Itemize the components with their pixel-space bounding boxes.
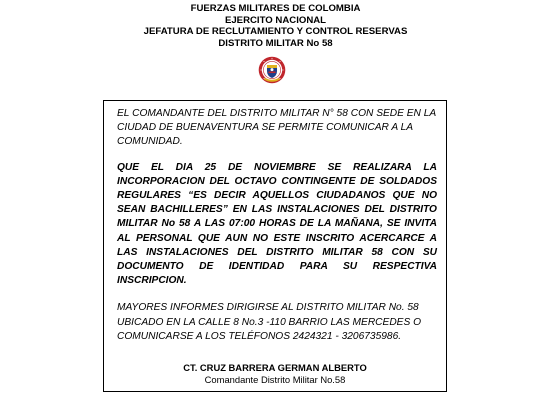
notice-announcement: QUE EL DIA 25 DE NOVIEMBRE SE REALIZARA LA INCORPORACION DEL OCTAVO CONTINGENTE DE SOLDADOS REGULARES “ES DECIR AQUELLOS CIUDADANOS QUE NO SEAN BACHILLERES” EN LAS INSTALACIONES DEL DISTRITO MILITAR No 58 A LAS 07:00 HORAS DE LA MAÑANA, SE INVITA AL PERSONAL QUE AUN NO ESTE INSCRITO ACERCARCE A LAS INSTALACIONES DEL DISTRITO MILITAR 58 CON SU DOCUMENTO DE IDENTIDAD PARA SU RESPECTIVA INSCRIPCION.: [117, 161, 437, 287]
letterhead: [0, 3, 551, 49]
notice-intro: EL COMANDANTE DEL DISTRITO MILITAR N° 58 CON SEDE EN LA CIUDAD DE BUENAVENTURA SE PERMITE COMUNICAR A LA COMUNIDAD.: [117, 108, 436, 148]
signatory-title: Comandante Distrito Militar No.58: [204, 373, 346, 385]
header-line-district: DISTRITO MILITAR No 58: [218, 37, 333, 49]
header-line-army: EJERCITO NACIONAL: [224, 14, 327, 26]
header-line-recruitment: JEFATURA DE RECLUTAMIENTO Y CONTROL RESERVAS: [143, 26, 408, 37]
notice-contact-info: MAYORES INFORMES DIRIGIRSE AL DISTRITO MILITAR No. 58 UBICADO EN LA CALLE 8 No.3 -110 BARRIO LAS MERCEDES O COMUNICARSE A LOS TELÉFONOS 2424321 - 3206735986.: [117, 302, 422, 342]
header-line-armed-forces: FUERZAS MILITARES DE COLOMBIA: [190, 3, 361, 14]
signatory-name: CT. CRUZ BARRERA GERMAN ALBERTO: [183, 362, 367, 373]
emblem-graphic: [258, 56, 286, 84]
notice-body: [117, 107, 437, 344]
distrito-militar-emblem-icon: [258, 56, 286, 84]
signature-block: [103, 362, 447, 385]
